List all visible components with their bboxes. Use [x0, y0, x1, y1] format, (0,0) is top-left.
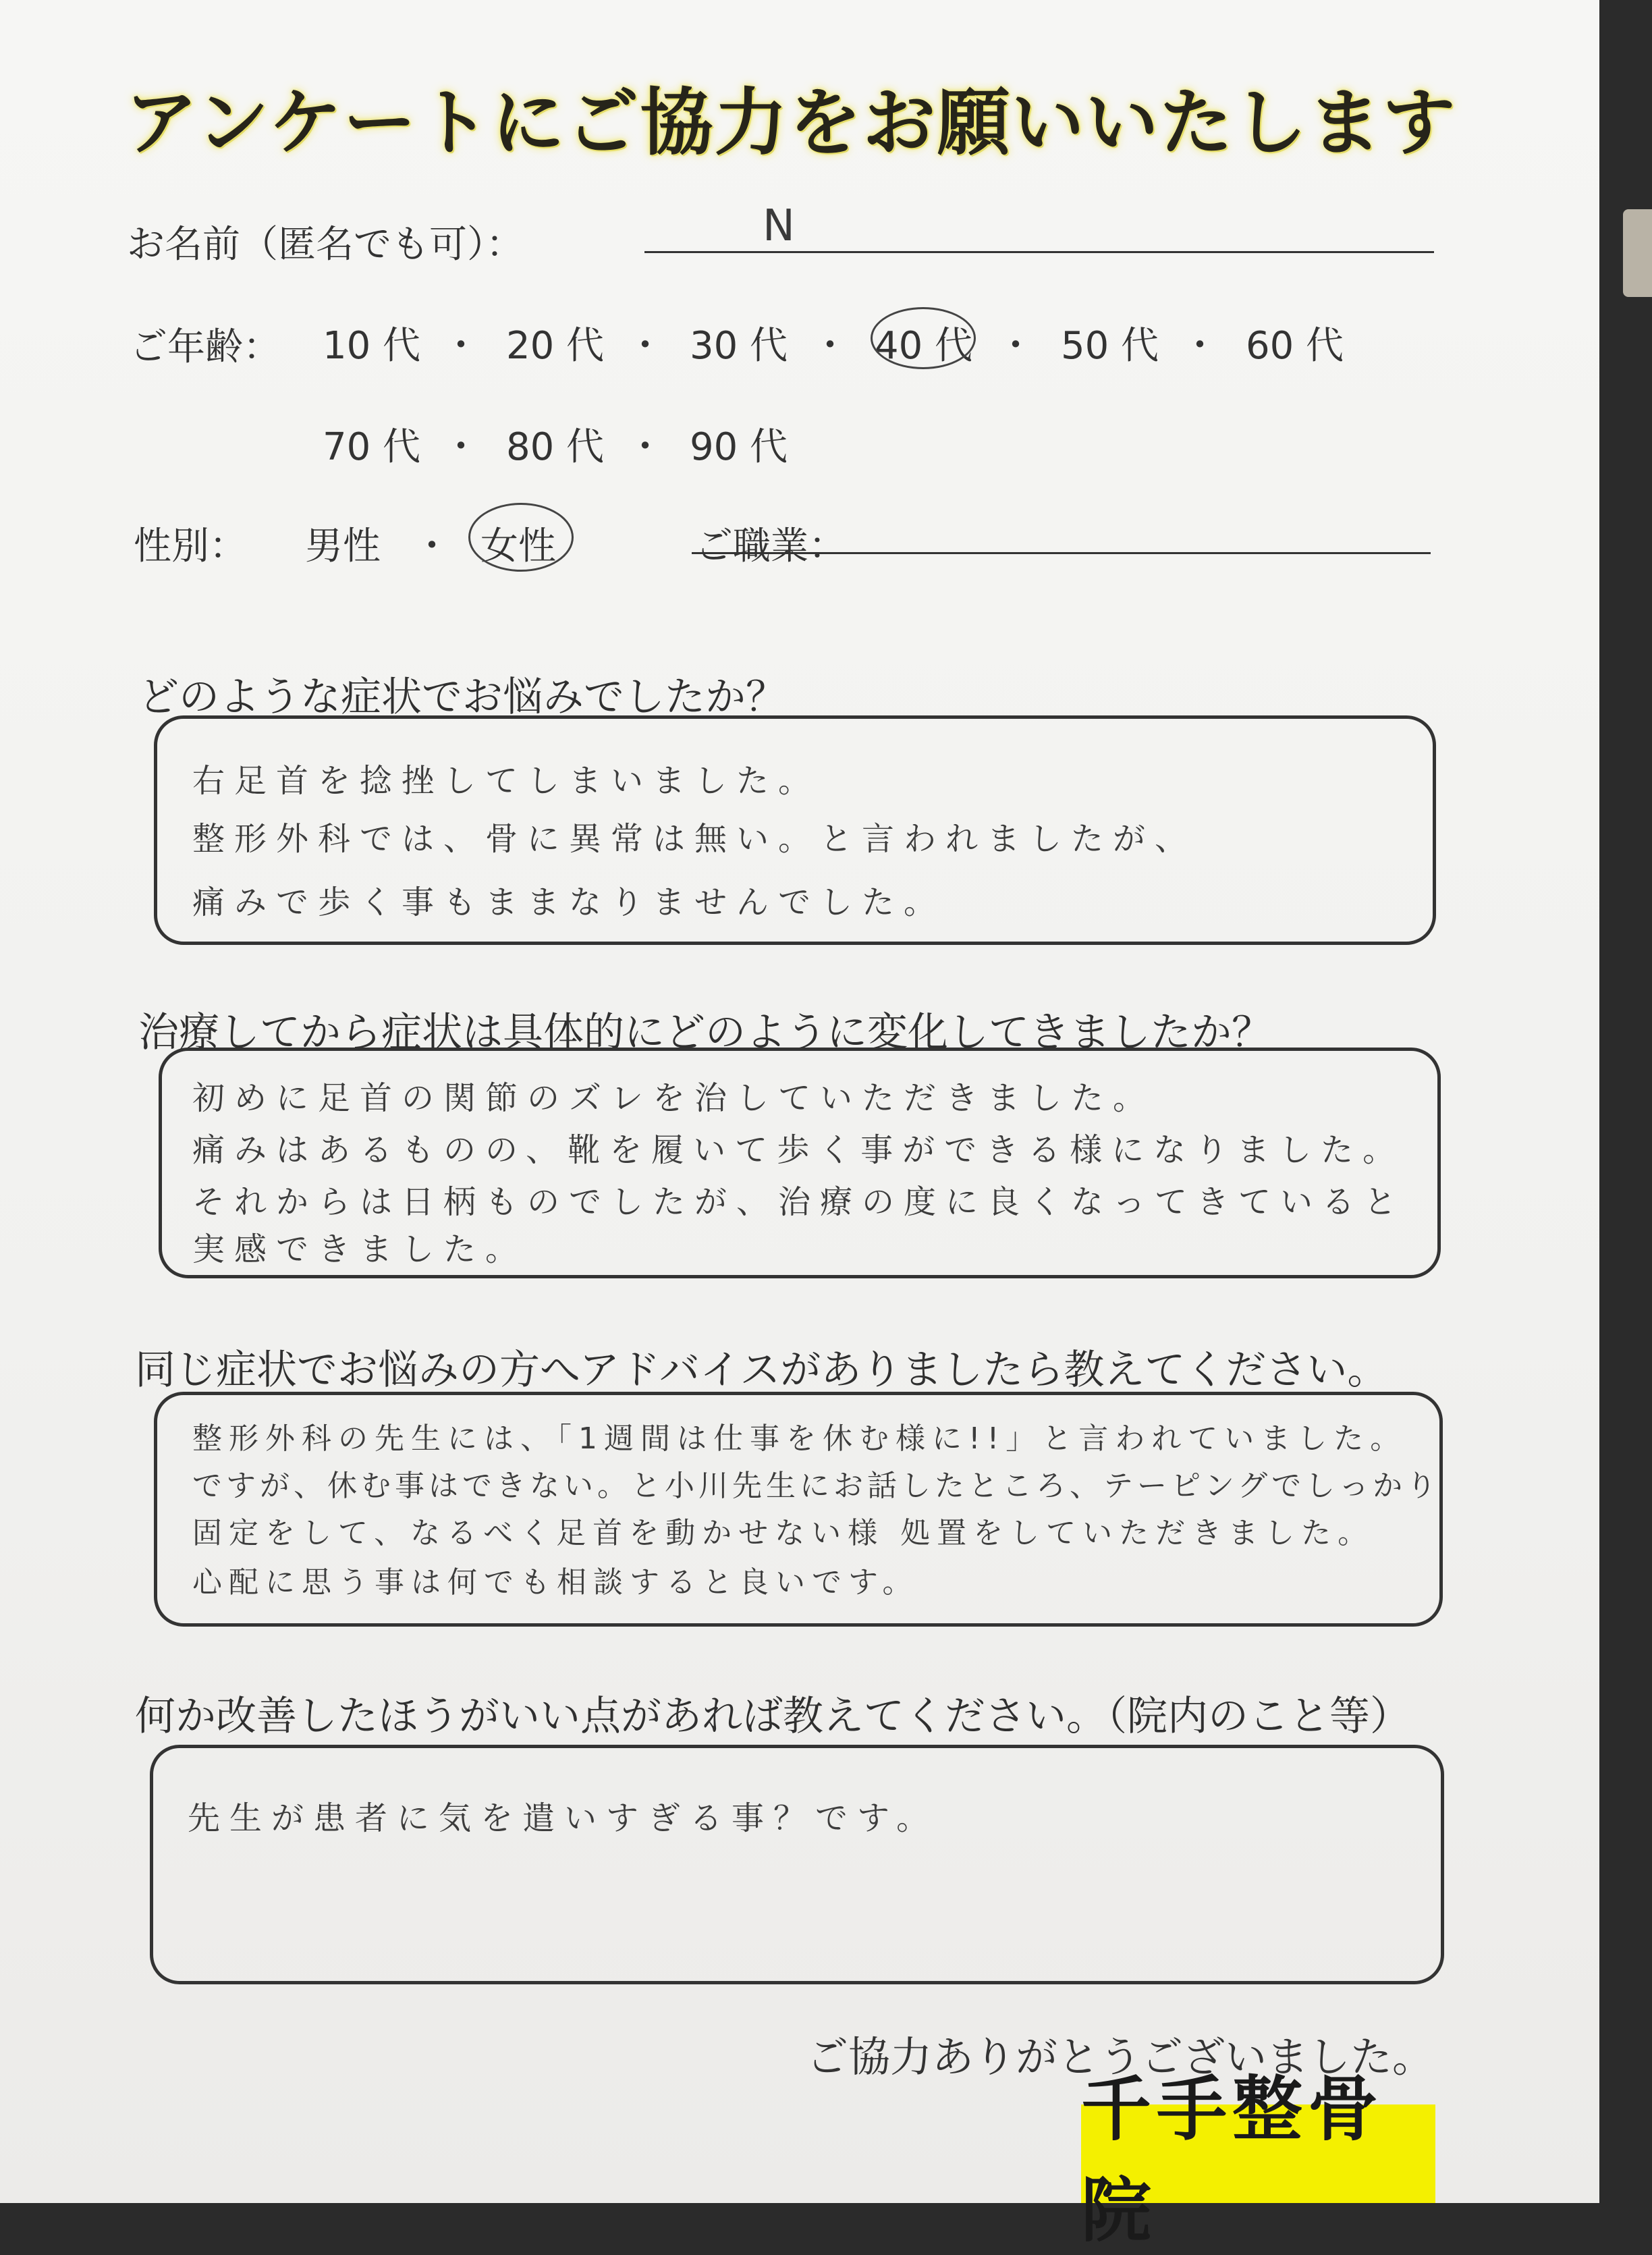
separator-dot: ・ [997, 324, 1035, 368]
answer-3-line-4: 心配に思う事は何でも相談すると良いです。 [192, 1565, 919, 1600]
answer-3-line-3: 固定をして、なるべく足首を動かせない様 処置をしていただきました。 [192, 1516, 1375, 1550]
answer-4-line-1: 先生が患者に気を遣いすぎる事？です。 [188, 1799, 939, 1837]
answer-2-line-3: それからは日柄ものでしたが、治療の度に良くなってきていると [192, 1183, 1406, 1221]
selected-circle-mark [871, 307, 976, 369]
answer-1-line-2: 整形外科では、骨に異常は無い。と言われましたが、 [192, 820, 1197, 858]
age-option-90[interactable]: 90 代 [690, 425, 788, 469]
separator-dot: ・ [626, 425, 664, 469]
answer-1-line-3: 痛みで歩く事もままなりませんでした。 [192, 884, 946, 921]
answer-3-line-1: 整形外科の先生には、「1週間は仕事を休む様に!!」と言われていました。 [192, 1421, 1407, 1456]
age-option-20[interactable]: 20 代 [506, 324, 605, 368]
age-option-10[interactable]: 10 代 [323, 324, 421, 368]
answer-1-line-1: 右足首を捻挫してしまいました。 [192, 762, 821, 800]
question-2: 治療してから症状は具体的にどのように変化してきましたか？ [138, 1009, 1272, 1056]
clipboard-clip [1623, 209, 1652, 297]
age-option-60[interactable]: 60 代 [1246, 324, 1344, 368]
name-label: お名前（匿名でも可）： [127, 223, 524, 267]
question-4: 何か改善したほうがいい点があれば教えてください。（院内のこと等） [135, 1693, 1410, 1740]
separator-dot: ・ [442, 324, 480, 368]
answer-2-line-1: 初めに足首の関節のズレを治していただきました。 [192, 1079, 1155, 1117]
separator-dot: ・ [626, 324, 664, 368]
occupation-label: ご職業： [695, 524, 846, 568]
clinic-stamp: 千手整骨院 [1081, 2104, 1435, 2203]
age-option-30[interactable]: 30 代 [690, 324, 788, 368]
gender-label: 性別： [134, 524, 247, 568]
answer-box-4[interactable] [150, 1745, 1444, 1984]
answer-2-line-4: 実感できました。 [192, 1230, 528, 1268]
selected-circle-mark [468, 503, 574, 572]
gender-option-male[interactable]: 男性 [305, 524, 381, 568]
age-option-80[interactable]: 80 代 [506, 425, 605, 469]
answer-3-line-2: ですが、休む事はできない。と小川先生にお話したところ、テーピングでしっかり [192, 1469, 1441, 1503]
name-underline [644, 251, 1434, 253]
gender-option-female[interactable]: 女性 [480, 524, 556, 568]
thanks-message: ご協力ありがとうございました。 [806, 2032, 1435, 2082]
separator-dot: ・ [1181, 324, 1219, 368]
age-option-40[interactable]: 40 代 [875, 324, 973, 368]
occupation-underline [692, 552, 1431, 554]
age-option-70[interactable]: 70 代 [323, 425, 421, 469]
answer-2-line-2: 痛みはあるものの、靴を履いて歩く事ができる様になりました。 [192, 1131, 1405, 1169]
question-3: 同じ症状でお悩みの方へアドバイスがありましたら教えてください。 [135, 1347, 1388, 1394]
page-title: アンケートにご協力をお願いいたします [125, 81, 1457, 165]
separator-dot: ・ [413, 524, 451, 568]
age-label: ご年齢： [130, 325, 281, 369]
question-1: どのような症状でお悩みでしたか？ [138, 674, 786, 721]
name-value[interactable]: N [763, 201, 802, 251]
separator-dot: ・ [442, 425, 480, 469]
age-option-50[interactable]: 50 代 [1061, 324, 1159, 368]
separator-dot: ・ [811, 324, 849, 368]
